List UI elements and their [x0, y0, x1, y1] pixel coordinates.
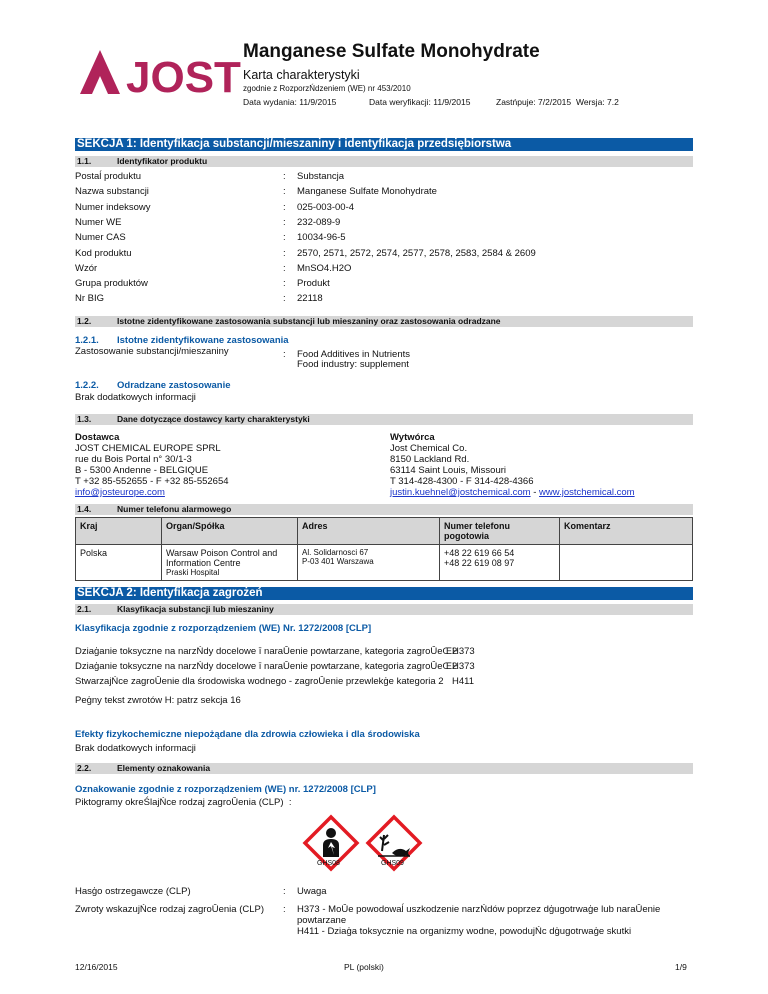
- clp-classification-heading: Klasyfikacja zgodnie z rozporządzeniem (WE) Nr. 1272/2008 [CLP]: [75, 623, 372, 634]
- identifier-value: 025-003-00-4: [297, 201, 355, 213]
- identifier-value: Substancja: [297, 171, 345, 182]
- adverse-effects-heading: Efekty fizykochemiczne niepożądane dla zdrowia człowieka i dla środowiska: [75, 729, 420, 740]
- identifier-key: Grupa produktów: [75, 278, 148, 290]
- pictograms-key-text: Piktogramy okreŚlajŃce rodzaj zagroŪenia (CLP): [75, 797, 284, 808]
- subsection-1-2-1-label: Istotne zidentyfikowane zastosowania: [117, 335, 289, 346]
- identifier-value: MnSO4.H2O: [297, 262, 352, 274]
- manufacturer-line: T 314-428-4300 - F 314-428-4366: [390, 476, 534, 487]
- identifier-colon: :: [283, 186, 286, 198]
- address-cell: [298, 545, 440, 581]
- identifier-key: Wzór: [75, 262, 98, 274]
- subsection-1-1: [75, 156, 693, 167]
- use-line-2: Food industry: supplement: [297, 359, 409, 370]
- country-cell: Polska: [76, 545, 162, 581]
- pictograms-colon: :: [288, 797, 292, 808]
- hazard-statements-key: Zwroty wskazujŃce rodzaj zagroŪenia (CLP): [75, 904, 265, 915]
- subsection-label: Klasyfikacja substancji lub mieszaniny: [117, 604, 274, 614]
- identifier-key: Numer WE: [75, 216, 122, 228]
- logo-text: JOST: [126, 53, 241, 102]
- classification-code: H411: [452, 676, 475, 687]
- supplier-line: B - 5300 Andenne - BELGIQUE: [75, 465, 209, 476]
- phone-number: +48 22 619 66 54: [444, 548, 515, 558]
- pictograms-key: [75, 797, 291, 808]
- supplier-heading: Dostawca: [75, 432, 120, 443]
- subsection-1-2-2-number: 1.2.2.: [75, 380, 99, 391]
- identifier-row: [75, 248, 693, 260]
- subsection-2-1: [75, 604, 693, 615]
- organisation-sub: Praski Hospital: [166, 568, 220, 577]
- revision-date: Data weryfikacji: 11/9/2015: [369, 97, 471, 107]
- identifier-value: 22118: [297, 293, 323, 305]
- subsection-number: 1.2.: [77, 316, 92, 326]
- manufacturer-heading: Wytwórca: [390, 432, 435, 443]
- subsection-number: 2.2.: [77, 763, 92, 773]
- subsection-number: 1.1.: [77, 156, 92, 166]
- subsection-label: Identyfikator produktu: [117, 156, 208, 166]
- identifier-key: Nazwa substancji: [75, 186, 149, 198]
- identifier-row: [75, 186, 693, 198]
- identifier-colon: :: [283, 262, 286, 274]
- hazard-colon: :: [283, 904, 286, 915]
- identifier-key: Numer indeksowy: [75, 201, 151, 213]
- supplier-line: JOST CHEMICAL EUROPE SPRL: [75, 443, 221, 454]
- column-header: Numer telefonu pogotowia: [440, 518, 560, 545]
- identifier-colon: :: [283, 278, 286, 290]
- phone-cell: [440, 545, 560, 581]
- hazard-statement-line: H373 - MoŪe powodowaĺ uszkodzenie narzŃdów poprzez dģugotrwaģe lub naraŪenie: [297, 904, 661, 915]
- classification-text: StwarzajŃce zagroŪenie dla środowiska wodnego - zagroŪenie przewlekģe kategoria 2: [75, 676, 444, 687]
- identifier-row: [75, 232, 693, 244]
- identifier-row: [75, 217, 693, 229]
- emergency-phone-table: [75, 517, 693, 581]
- classification-text: Dziaģanie toksyczne na narzŃdy docelowe ī naraŪenie powtarzane, kategoria zagroŪeŒ2: [75, 646, 458, 657]
- address-line: P-03 401 Warszawa: [302, 557, 374, 566]
- identifier-colon: :: [283, 201, 286, 213]
- subsection-1-2: [75, 316, 693, 327]
- subsection-1-4: [75, 504, 693, 515]
- use-line-1: Food Additives in Nutrients: [297, 349, 411, 360]
- contact-separator: -: [530, 487, 540, 498]
- hazard-statement-line: powtarzane: [297, 915, 347, 926]
- h-statements-note: Peģny tekst zwrotów H: patrz sekcja 16: [75, 695, 241, 706]
- column-header: Komentarz: [560, 518, 693, 545]
- document-title: Manganese Sulfate Monohydrate: [243, 41, 540, 62]
- subsection-label: Elementy oznakowania: [117, 763, 211, 773]
- issue-date: Data wydania: 11/9/2015: [243, 97, 337, 107]
- signal-word-key: Hasģo ostrzegawcze (CLP): [75, 886, 191, 897]
- table-header-row: [76, 518, 693, 545]
- subsection-label: Numer telefonu alarmowego: [117, 504, 232, 514]
- jost-logo: [78, 46, 241, 102]
- classification-code: H373: [452, 661, 475, 672]
- supersedes-date: Zastńpuje: 7/2/2015: [496, 97, 572, 107]
- regulation-note: zgodnie z RozporzŃdzeniem (WE) nr 453/2010: [243, 84, 411, 93]
- manufacturer-line: Jost Chemical Co.: [390, 443, 468, 454]
- footer-date: 12/16/2015: [75, 962, 118, 972]
- signal-colon: :: [283, 886, 286, 897]
- identifier-value: 232-089-9: [297, 216, 341, 228]
- ghs09-label: GHS09: [381, 860, 404, 867]
- identifier-key: Numer CAS: [75, 232, 126, 244]
- identifier-row: [75, 278, 693, 290]
- subsection-1-2-2-label: Odradzane zastosowanie: [117, 380, 231, 391]
- subsection-1-3: [75, 414, 693, 425]
- identifier-value: Produkt: [297, 278, 330, 290]
- identifier-value: 2570, 2571, 2572, 2574, 2577, 2578, 2583, 2584 & 2609: [297, 247, 536, 259]
- manufacturer-web-link[interactable]: www.jostchemical.com: [539, 487, 635, 498]
- manufacturer-contact: [390, 487, 635, 498]
- identifier-colon: :: [283, 247, 286, 259]
- supplier-line: T +32 85-552655 - F +32 85-552654: [75, 476, 229, 487]
- use-key: Zastosowanie substancji/mieszaniny: [75, 346, 229, 357]
- subsection-label: Dane dotyczące dostawcy karty charakterystyki: [117, 414, 310, 424]
- section-2-title: SEKCJA 2: Identyfikacja zagrożeń: [75, 587, 693, 600]
- identifier-colon: :: [283, 216, 286, 228]
- supplier-line: rue du Bois Portal n° 30/1-3: [75, 454, 192, 465]
- subsection-2-2: [75, 763, 693, 774]
- section-1-title: SEKCJA 1: Identyfikacja substancji/mieszaniny i identyfikacja przedsiębiorstwa: [75, 138, 693, 151]
- classification-text: Dziaģanie toksyczne na narzŃdy docelowe ī naraŪenie powtarzane, kategoria zagroŪeŒ2: [75, 661, 458, 672]
- subsection-1-2-1: [75, 335, 99, 346]
- column-header: Organ/Spółka: [162, 518, 298, 545]
- document-subtitle: Karta charakterystyki: [243, 68, 360, 82]
- subsection-number: 1.2.1.: [75, 335, 99, 346]
- manufacturer-line: 63114 Saint Louis, Missouri: [390, 465, 506, 476]
- identifier-row: [75, 293, 693, 305]
- subsection-number: 1.3.: [77, 414, 92, 424]
- phone-number: +48 22 619 08 97: [444, 558, 515, 568]
- manufacturer-email-link[interactable]: justin.kuehnel@jostchemical.com: [390, 487, 531, 498]
- classification-code: H373: [452, 646, 475, 657]
- use-colon: :: [283, 349, 286, 360]
- identifier-row: [75, 263, 693, 275]
- column-header: Kraj: [76, 518, 162, 545]
- identifier-colon: :: [283, 232, 286, 244]
- subsection-number: 1.4.: [77, 504, 92, 514]
- organisation-cell: [162, 545, 298, 581]
- address-line: Al. Solidarnosci 67: [302, 548, 369, 557]
- column-header: Adres: [298, 518, 440, 545]
- identifier-value: Manganese Sulfate Monohydrate: [297, 186, 437, 198]
- hazard-statement-line: H411 - Dziaģa toksycznie na organizmy wodne, powodujŃc dģugotrwaģe skutki: [297, 926, 632, 937]
- version: Wersja: 7.2: [576, 97, 619, 107]
- identifier-row: [75, 171, 693, 183]
- comment-cell: [560, 545, 693, 581]
- identifier-key: Nr BIG: [75, 293, 105, 305]
- header-dates: [243, 97, 703, 109]
- footer-page-number: 1/9: [675, 962, 687, 972]
- clp-labelling-heading: Oznakowanie zgodnie z rozporządzeniem (WE) nr. 1272/2008 [CLP]: [75, 784, 376, 795]
- no-info-text: Brak dodatkowych informacji: [75, 392, 196, 403]
- identifier-key: Postaĺ produktu: [75, 171, 142, 182]
- ghs08-label: GHS08: [317, 860, 340, 867]
- footer-language: PL (polski): [344, 962, 384, 972]
- manufacturer-line: 8150 Lackland Rd.: [390, 454, 470, 465]
- identifier-colon: :: [283, 171, 286, 182]
- subsection-label: Istotne zidentyfikowane zastosowania substancji lub mieszaniny oraz zastosowania odradzane: [117, 316, 501, 326]
- signal-word-value: Uwaga: [297, 886, 327, 897]
- identifier-row: [75, 202, 693, 214]
- identifier-key: Kod produktu: [75, 247, 132, 259]
- organisation-name: Warsaw Poison Control and Information Centre: [166, 548, 278, 568]
- supplier-email-link[interactable]: info@josteurope.com: [75, 487, 165, 498]
- no-info-text: Brak dodatkowych informacji: [75, 743, 196, 754]
- table-row: [76, 545, 693, 581]
- identifier-value: 10034-96-5: [297, 232, 346, 244]
- identifier-colon: :: [283, 293, 286, 305]
- subsection-number: 2.1.: [77, 604, 92, 614]
